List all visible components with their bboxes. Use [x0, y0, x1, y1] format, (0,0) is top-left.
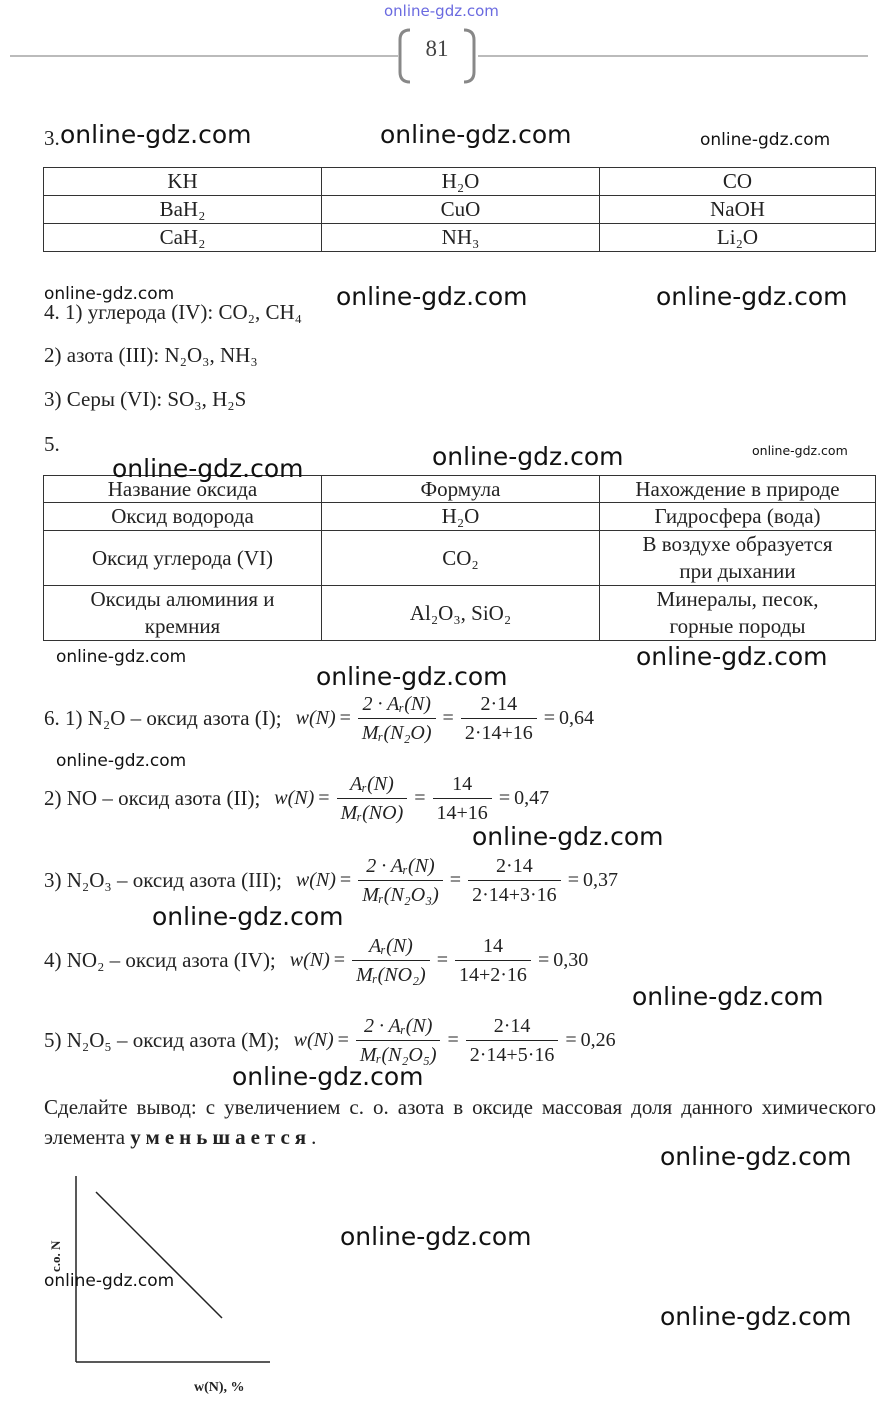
- table-cell: NH₃: [322, 224, 600, 252]
- equals-sign: =: [436, 949, 448, 971]
- watermark-text: online-gdz.com: [660, 1302, 852, 1331]
- formula-result: 0,64: [559, 707, 595, 729]
- formula-result: 0,37: [582, 869, 618, 891]
- equals-sign: =: [337, 1029, 349, 1051]
- formula-lead: 2) NO – оксид азота (II);: [44, 786, 261, 810]
- table-cell: В воздухе образуется при дыхании: [600, 531, 876, 586]
- watermark-text: online-gdz.com: [336, 282, 528, 311]
- formula-row: [44, 770, 549, 827]
- equals-sign: =: [449, 869, 462, 891]
- table-cell: Оксиды алюминия и кремния: [44, 586, 322, 641]
- equals-sign: =: [339, 869, 352, 891]
- watermark-text: online-gdz.com: [340, 1222, 532, 1251]
- formula-lead: 4) NO₂ – оксид азота (IV);: [44, 948, 276, 972]
- fraction-numerator: 2·14: [466, 1012, 559, 1041]
- formula-expression: [296, 690, 594, 747]
- table-cell: CaH₂: [44, 224, 322, 252]
- table-cell: Al₂O₃, SiO₂: [322, 586, 600, 641]
- formula-result: 0,47: [514, 787, 550, 809]
- fraction-numerator: Aᵣ(N): [352, 932, 430, 961]
- task3-label: 3.: [44, 126, 60, 150]
- fraction: [337, 770, 408, 827]
- graph-x-label: w(N), %: [194, 1380, 245, 1395]
- equals-sign: =: [318, 787, 330, 809]
- watermark-text: online-gdz.com: [112, 454, 304, 483]
- fraction-numerator: 2 · Aᵣ(N): [358, 690, 436, 719]
- fraction: [433, 770, 492, 827]
- table-cell: Минералы, песок, горные породы: [600, 586, 876, 641]
- formula-lead: 3) N₂O₃ – оксид азота (III);: [44, 868, 282, 892]
- formula-lhs: w(N): [295, 869, 336, 891]
- watermark-text: online-gdz.com: [56, 751, 187, 771]
- column-header: Название оксида: [44, 476, 322, 503]
- fraction-denominator: Mᵣ(N₂O₅): [359, 1044, 437, 1066]
- table-cell: CO: [600, 168, 876, 196]
- formula-lhs: w(N): [289, 949, 330, 971]
- fraction-denominator: Mᵣ(NO₂): [356, 964, 426, 986]
- formula-expression: [296, 852, 618, 909]
- page-number: 81: [425, 36, 449, 61]
- fraction-denominator: 14+16: [436, 802, 488, 824]
- fraction-numerator: 2·14: [461, 690, 537, 719]
- equals-sign: =: [333, 949, 346, 971]
- formula-expression: [290, 932, 588, 989]
- header-rule-left: [10, 55, 398, 57]
- equals-sign: =: [537, 949, 550, 971]
- table-row: [44, 586, 876, 641]
- page-number-box: [398, 28, 476, 84]
- table-cell: Гидросфера (вода): [600, 503, 876, 531]
- formula-lead: 6. 1) N₂O – оксид азота (I);: [44, 706, 282, 730]
- table-row: [44, 224, 876, 252]
- task3-table: [43, 167, 876, 252]
- equals-sign: =: [498, 787, 511, 809]
- task5-table: [43, 475, 876, 641]
- watermark-text: online-gdz.com: [232, 1062, 424, 1091]
- formula-result: 0,26: [580, 1029, 616, 1051]
- task4-line-1: 4. 1) углерода (IV): CO₂, CH₄: [44, 300, 302, 324]
- formula-lhs: w(N): [274, 787, 315, 809]
- conclusion-emphasis: уменьшается: [130, 1125, 312, 1149]
- fraction-numerator: 2 · Aᵣ(N): [358, 852, 443, 881]
- conclusion-end: .: [311, 1125, 317, 1149]
- formula-lhs: w(N): [295, 707, 336, 729]
- graph-y-label: с.о. N: [48, 1240, 63, 1272]
- table-cell: CO₂: [322, 531, 600, 586]
- equals-sign: =: [447, 1029, 459, 1051]
- graph-trend-line: [96, 1192, 222, 1318]
- watermark-text: online-gdz.com: [380, 120, 572, 149]
- table-cell: KH: [44, 168, 322, 196]
- formula-row: [44, 690, 594, 747]
- site-header-link[interactable]: online-gdz.com: [384, 2, 499, 20]
- equals-sign: =: [567, 869, 579, 891]
- watermark-text: online-gdz.com: [316, 662, 508, 691]
- table-row: [44, 503, 876, 531]
- equals-sign: =: [414, 787, 426, 809]
- watermark-text: online-gdz.com: [632, 982, 824, 1011]
- fraction-denominator: Mᵣ(NO): [340, 802, 404, 824]
- fraction: [356, 1012, 441, 1069]
- fraction-denominator: 2·14+16: [464, 722, 533, 744]
- fraction: [468, 852, 561, 909]
- formula-lhs: w(N): [293, 1029, 334, 1051]
- watermark-text: online-gdz.com: [656, 282, 848, 311]
- fraction: [358, 852, 443, 909]
- formula-lead: 5) N₂O₅ – оксид азота (M);: [44, 1028, 280, 1052]
- header-rule-right: [478, 55, 868, 57]
- equals-sign: =: [442, 707, 454, 729]
- conclusion-text: Сделайте вывод: с увеличением с. о. азота в оксиде массовая доля данного химического элемента: [44, 1095, 876, 1149]
- column-header: Нахождение в природе: [600, 476, 876, 503]
- watermark-text: online-gdz.com: [636, 642, 828, 671]
- table-cell: CuO: [322, 196, 600, 224]
- fraction: [455, 932, 531, 989]
- table-cell: NaOH: [600, 196, 876, 224]
- table-cell: H₂O: [322, 503, 600, 531]
- table-row: [44, 196, 876, 224]
- equals-sign: =: [339, 707, 351, 729]
- fraction-numerator: 14: [433, 770, 492, 799]
- equals-sign: =: [565, 1029, 577, 1051]
- table-cell: H₂O: [322, 168, 600, 196]
- fraction-denominator: 2·14+3·16: [472, 884, 557, 906]
- table-cell: BaH₂: [44, 196, 322, 224]
- watermark-text: online-gdz.com: [60, 120, 252, 149]
- fraction: [466, 1012, 559, 1069]
- task4-line-3: 3) Серы (VI): SO₃, H₂S: [44, 387, 247, 411]
- equals-sign: =: [543, 707, 556, 729]
- formula-row: [44, 1012, 616, 1069]
- task5-label: 5.: [44, 432, 60, 456]
- table-cell: Оксид углерода (VI): [44, 531, 322, 586]
- fraction-denominator: Mᵣ(N₂O): [361, 722, 432, 744]
- formula-expression: [294, 1012, 616, 1069]
- formula-result: 0,30: [553, 949, 589, 971]
- table-row: [44, 531, 876, 586]
- watermark-text: online-gdz.com: [660, 1142, 852, 1171]
- fraction: [352, 932, 430, 989]
- fraction: [358, 690, 436, 747]
- table-cell: Оксид водорода: [44, 503, 322, 531]
- table-cell: Li₂O: [600, 224, 876, 252]
- formula-expression: [274, 770, 549, 827]
- fraction-numerator: 2·14: [468, 852, 561, 881]
- fraction: [461, 690, 537, 747]
- watermark-text: online-gdz.com: [700, 130, 831, 150]
- table-row: [44, 168, 876, 196]
- fraction-denominator: 14+2·16: [458, 964, 527, 986]
- watermark-text: online-gdz.com: [152, 902, 344, 931]
- watermark-text: online-gdz.com: [56, 647, 187, 667]
- watermark-text: online-gdz.com: [44, 1271, 175, 1291]
- watermark-text: online-gdz.com: [432, 442, 624, 471]
- watermark-text: online-gdz.com: [472, 822, 664, 851]
- oxidation-graph: [40, 1170, 280, 1366]
- fraction-numerator: Aᵣ(N): [337, 770, 408, 799]
- column-header: Формула: [322, 476, 600, 503]
- formula-row: [44, 852, 618, 909]
- fraction-numerator: 2 · Aᵣ(N): [356, 1012, 441, 1041]
- watermark-text: online-gdz.com: [752, 443, 848, 458]
- task4-line-2: 2) азота (III): N₂O₃, NH₃: [44, 343, 258, 367]
- fraction-numerator: 14: [455, 932, 531, 961]
- fraction-denominator: 2·14+5·16: [469, 1044, 555, 1066]
- formula-row: [44, 932, 588, 989]
- fraction-denominator: Mᵣ(N₂O₃): [362, 884, 439, 906]
- watermark-text: online-gdz.com: [44, 284, 175, 304]
